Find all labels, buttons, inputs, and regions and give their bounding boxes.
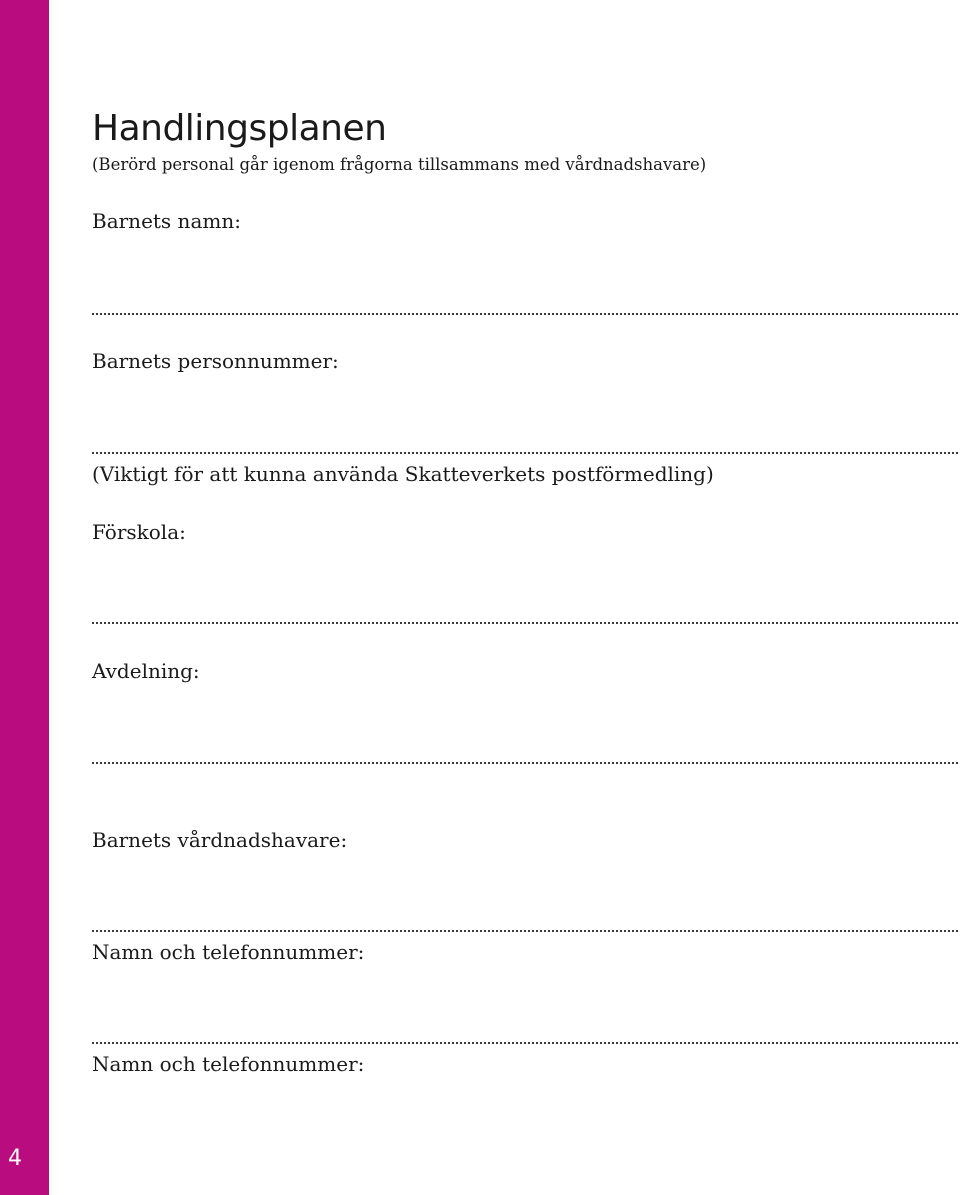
- page-title: Handlingsplanen: [92, 108, 387, 149]
- guardian-1-name-phone-label: Namn och telefonnummer:: [92, 940, 365, 964]
- guardians-label: Barnets vårdnadshavare:: [92, 828, 348, 852]
- guardian-2-name-phone-label: Namn och telefonnummer:: [92, 1052, 365, 1076]
- department-field[interactable]: [92, 762, 958, 764]
- child-personal-number-field[interactable]: [92, 452, 958, 454]
- side-color-band: [0, 0, 49, 1195]
- page-subtitle: (Berörd personal går igenom frågorna tillsammans med vårdnadshavare): [92, 155, 707, 174]
- department-label: Avdelning:: [92, 659, 200, 683]
- guardians-field[interactable]: [92, 930, 958, 932]
- child-name-label: Barnets namn:: [92, 209, 241, 233]
- preschool-label: Förskola:: [92, 520, 186, 544]
- guardian-1-name-phone-field[interactable]: [92, 1042, 958, 1044]
- personal-number-note: (Viktigt för att kunna använda Skatteverkets postförmedling): [92, 462, 714, 486]
- preschool-field[interactable]: [92, 622, 958, 624]
- child-personal-number-label: Barnets personnummer:: [92, 349, 339, 373]
- child-name-field[interactable]: [92, 313, 958, 315]
- page-number: 4: [8, 1146, 22, 1171]
